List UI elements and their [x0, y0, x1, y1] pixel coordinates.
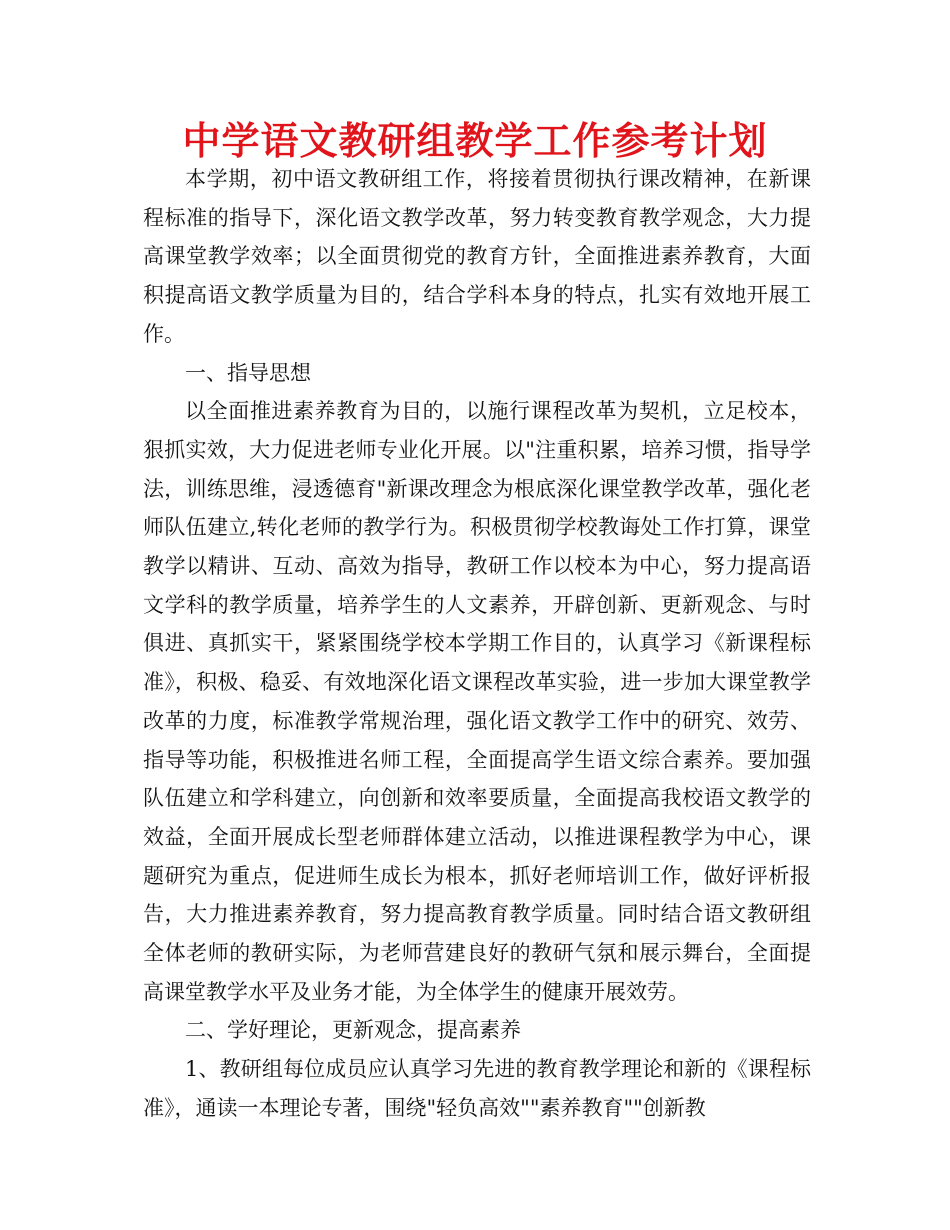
document-title: 中学语文教研组教学工作参考计划	[182, 119, 768, 163]
guiding-ideology-paragraph: 以全面推进素养教育为目的，以施行课程改革为契机，立足校本，狠抓实效，大力促进老师专业化开展。以"注重积累，培养习惯，指导学法，训练思维，浸透德育"新课改理念为根底深化课堂教学改革，强化老师队伍建立,转化老师的教学行为。积极贯彻学校教诲处工作打算，课堂教学以精讲、互动、高效为指导，教研工作以校本为中心，努力提高语文学科的教学质量，培养学生的人文素养，开辟创新、更新观念、与时俱进、真抓实干，紧紧围绕学校本学期工作目的，认真学习《新课程标准》，积极、稳妥、有效地深化语文课程改革实验，进一步加大课堂教学改革的力度，标准教学常规治理，强化语文教学工作中的研究、效劳、指导等功能，积极推进名师工程，全面提高学生语文综合素养。要加强队伍建立和学科建立，向创新和效率要质量，全面提高我校语文教学的效益，全面开展成长型老师群体建立活动，以推进课程教学为中心，课题研究为重点，促进师生成长为根本，抓好老师培训工作，做好评析报告，大力推进素养教育，努力提高教育教学质量。同时结合语文教研组全体老师的教研实际，为老师营建良好的教研气氛和展示舞台，全面提高课堂教学水平及业务才能，为全体学生的健康开展效劳。	[143, 399, 811, 1004]
document-body	[143, 160, 811, 1128]
study-theory-item-1: 1、教研组每位成员应认真学习先进的教育教学理论和新的《课程标准》，通读一本理论专著，围绕"轻负高效""素养教育""创新教	[143, 1057, 811, 1120]
intro-paragraph: 本学期，初中语文教研组工作，将接着贯彻执行课改精神，在新课程标准的指导下，深化语文教学改革，努力转变教育教学观念，大力提高课堂教学效率；以全面贯彻党的教育方针，全面推进素养教育，大面积提高语文教学质量为目的，结合学科本身的特点，扎实有效地开展工作。	[143, 167, 811, 346]
section-heading-guiding-ideology: 一、指导思想	[185, 360, 311, 385]
section-heading-study-theory: 二、学好理论，更新观念，提高素养	[185, 1018, 521, 1043]
